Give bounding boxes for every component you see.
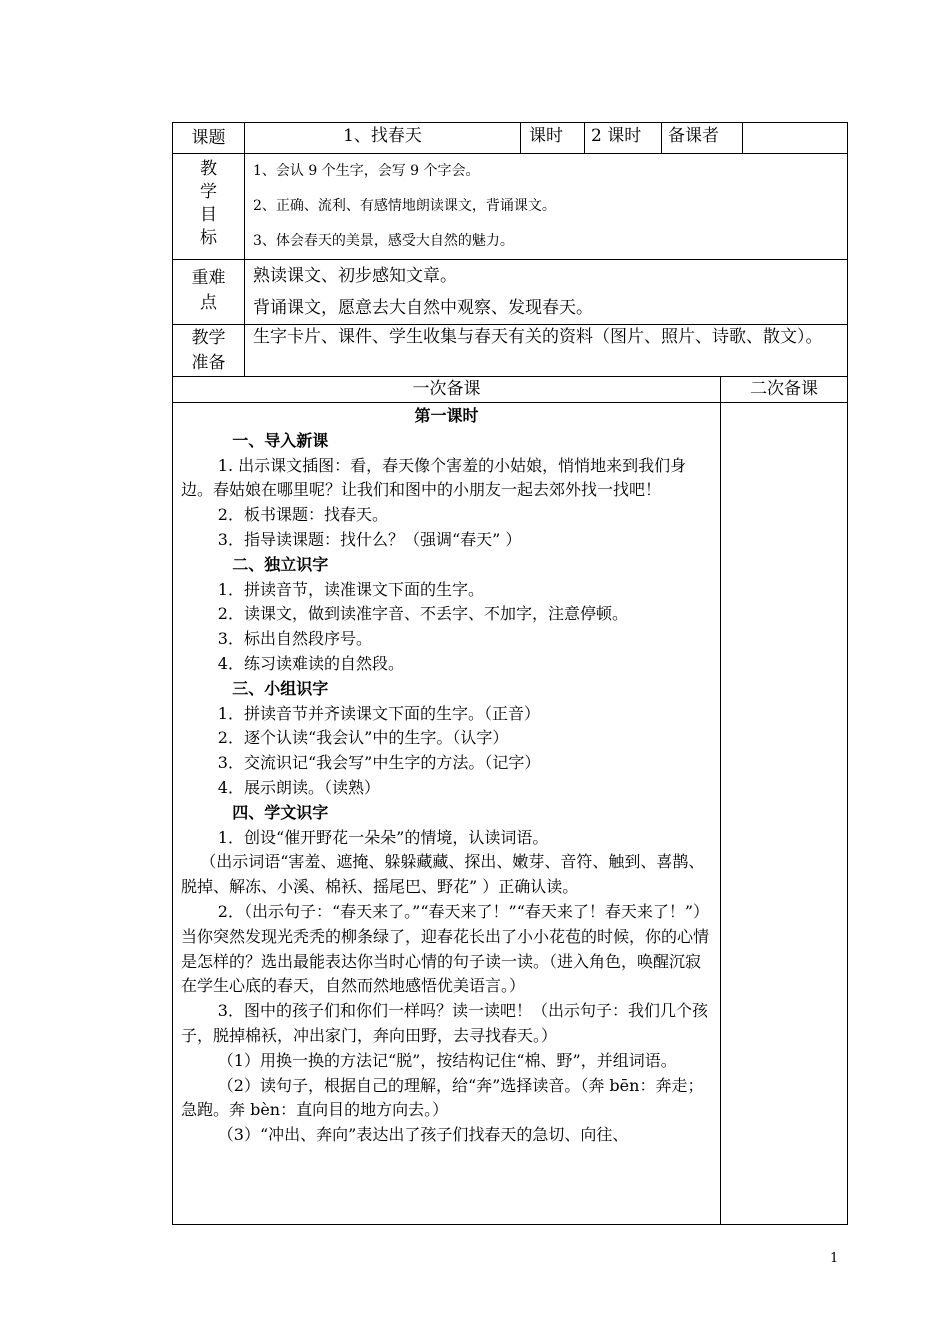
section-heading: 三、小组识字 bbox=[232, 678, 329, 698]
goals-label-char: 标 bbox=[200, 228, 217, 248]
lesson-lines bbox=[181, 429, 712, 1148]
goals-label-char: 教 bbox=[200, 159, 217, 179]
period-value: 2 课时 bbox=[585, 123, 662, 154]
keypoints-row bbox=[173, 260, 848, 325]
lesson-paragraph: 1．拼读音节，读准课文下面的生字。 bbox=[217, 579, 484, 599]
keypoints-label bbox=[173, 260, 245, 325]
lesson-paragraph: 1．拼读音节并齐读课文下面的生字。（正音） bbox=[217, 703, 540, 723]
lesson-title: 第一课时 bbox=[414, 406, 479, 425]
lesson-paragraph: 3．标出自然段序号。 bbox=[217, 629, 372, 649]
goals-list bbox=[245, 154, 848, 260]
second-prep-header: 二次备课 bbox=[721, 377, 848, 403]
section-heading: 四、学文识字 bbox=[232, 802, 329, 822]
keypoint-item: 背诵课文，愿意去大自然中观察、发现春天。 bbox=[253, 298, 593, 318]
section-heading: 一、导入新课 bbox=[232, 430, 329, 450]
lesson-paragraph: 2．逐个认读“我会认”中的生字。（认字） bbox=[217, 728, 509, 748]
keypoints-list bbox=[245, 260, 848, 325]
keypoints-label-line: 重难 bbox=[191, 268, 226, 288]
lesson-paragraph: 2．（出示句子：“春天来了。”“春天来了！”“春天来了！春天来了！”）当你突然发现光秃秃的柳条绿了，迎春花长出了小小花苞的时候，你的心情是怎样的？选出最能表达你当时心情的句子读一读。（进入角色，唤醒沉寂在学生心底的春天，自然而然地感悟优美语言。） bbox=[181, 901, 710, 996]
content-row bbox=[173, 403, 848, 1225]
lesson-paragraph: 4．练习读难读的自然段。 bbox=[217, 653, 404, 673]
lesson-paragraph: （1）用换一换的方法记“脱”，按结构记住“棉、野”，并组词语。 bbox=[217, 1050, 677, 1070]
topic-label: 课题 bbox=[173, 123, 245, 154]
goals-label-char: 学 bbox=[200, 182, 217, 202]
lesson-paragraph: 3．图中的孩子们和你们一样吗？读一读吧！（出示句子：我们几个孩子，脱掉棉袄，冲出家门，奔向田野，去寻找春天。） bbox=[181, 1001, 708, 1045]
keypoint-item: 熟读课文、初步感知文章。 bbox=[253, 266, 457, 286]
lesson-paragraph: 4．展示朗读。（读熟） bbox=[217, 777, 380, 797]
prep-label-line: 准备 bbox=[191, 353, 226, 373]
prep-label-line: 教学 bbox=[191, 328, 226, 348]
lesson-paragraph: （2）读句子，根据自己的理解，给“奔”选择读音。（奔 bēn：奔走；急跑。奔 bèn：直向目的地方向去。） bbox=[181, 1075, 704, 1120]
goal-item: 2、正确、流利、有感情地朗读课文，背诵课文。 bbox=[253, 198, 556, 214]
prep-text: 生字卡片、课件、学生收集与春天有关的资料（图片、照片、诗歌、散文）。 bbox=[245, 325, 848, 377]
period-label: 课时 bbox=[521, 123, 585, 154]
lesson-paragraph: 1. 出示课文插图：看，春天像个害羞的小姑娘，悄悄地来到我们身边。春姑娘在哪里呢？让我们和图中的小朋友一起去郊外找一找吧！ bbox=[181, 455, 687, 500]
lesson-paragraph: 2．读课文，做到读准字音、不丢字、不加字，注意停顿。 bbox=[217, 604, 628, 624]
goals-label bbox=[173, 154, 245, 260]
first-prep-header: 一次备课 bbox=[173, 377, 721, 403]
section-heading: 二、独立识字 bbox=[232, 554, 329, 574]
second-prep-notes bbox=[721, 403, 848, 1225]
preparer-value bbox=[743, 123, 848, 154]
lesson-paragraph: 2．板书课题：找春天。 bbox=[217, 505, 388, 525]
goal-item: 1、会认 9 个生字，会写 9 个字会。 bbox=[253, 163, 480, 179]
goal-item: 3、体会春天的美景，感受大自然的魅力。 bbox=[253, 233, 514, 249]
keypoints-label-line: 点 bbox=[200, 293, 217, 313]
lesson-content bbox=[173, 403, 721, 1225]
lesson-plan-table bbox=[172, 122, 848, 1225]
prep-label bbox=[173, 325, 245, 377]
preparer-label: 备课者 bbox=[662, 123, 743, 154]
prep-row bbox=[173, 325, 848, 377]
lesson-paragraph: 1．创设“催开野花一朵朵”的情境，认读词语。 bbox=[217, 827, 549, 847]
lesson-paragraph: （3）“冲出、奔向”表达出了孩子们找春天的急切、向往、 bbox=[217, 1125, 629, 1145]
columns-row bbox=[173, 377, 848, 403]
lesson-paragraph: 3．指导读课题：找什么？（强调“春天” ） bbox=[217, 529, 522, 549]
goals-row bbox=[173, 154, 848, 260]
page-number: 1 bbox=[830, 1251, 839, 1266]
lesson-paragraph: 3．交流识记“我会写”中生字的方法。（记字） bbox=[217, 753, 541, 773]
goals-label-char: 目 bbox=[200, 205, 217, 225]
lesson-paragraph: （出示词语“害羞、遮掩、躲躲藏藏、探出、嫩芽、音符、触到、喜鹊、脱掉、解冻、小溪、棉袄、摇尾巴、野花” ）正确认读。 bbox=[181, 852, 705, 897]
header-row bbox=[173, 123, 848, 154]
topic-value: 1、找春天 bbox=[245, 123, 521, 154]
